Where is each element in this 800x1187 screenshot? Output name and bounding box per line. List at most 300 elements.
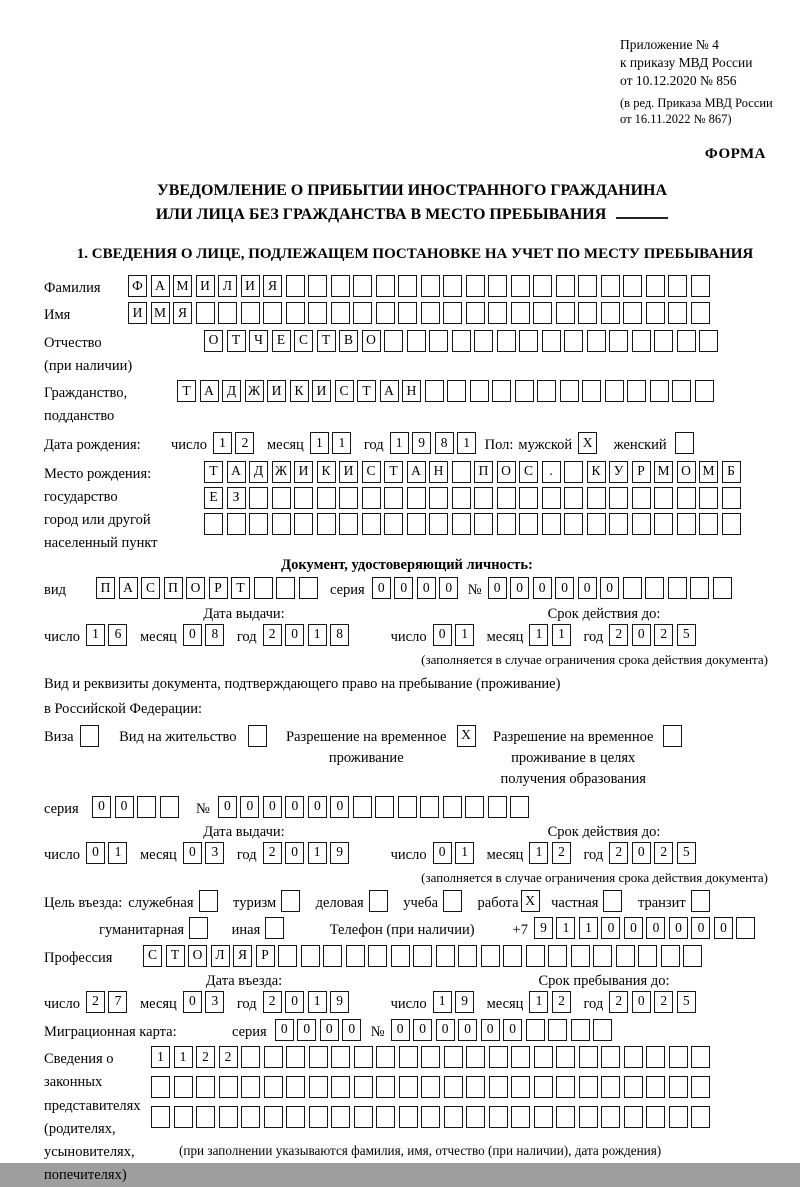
char-cell[interactable]: 2 (609, 842, 628, 864)
char-cell[interactable] (624, 1046, 643, 1068)
char-cell[interactable] (286, 302, 305, 324)
char-cell[interactable] (699, 330, 718, 352)
char-cell[interactable]: 1 (579, 917, 598, 939)
char-cell[interactable]: С (141, 577, 160, 599)
char-cell[interactable] (429, 330, 448, 352)
char-cell[interactable]: Т (166, 945, 185, 967)
char-cell[interactable]: Т (204, 461, 223, 483)
char-cell[interactable] (632, 330, 651, 352)
stay-day-cells[interactable] (433, 991, 478, 1013)
char-cell[interactable] (407, 330, 426, 352)
char-cell[interactable] (323, 945, 342, 967)
char-cell[interactable]: 8 (435, 432, 454, 454)
stay-month-cells[interactable] (529, 991, 574, 1013)
char-cell[interactable]: 1 (529, 842, 548, 864)
char-cell[interactable]: И (241, 275, 260, 297)
purpose-transit-checkbox[interactable] (691, 890, 714, 912)
char-cell[interactable]: М (173, 275, 192, 297)
char-cell[interactable] (447, 380, 466, 402)
char-cell[interactable] (645, 577, 664, 599)
char-cell[interactable] (646, 1076, 665, 1098)
char-cell[interactable] (368, 945, 387, 967)
char-cell[interactable]: 0 (632, 991, 651, 1013)
purpose-commercial-checkbox[interactable] (369, 890, 392, 912)
char-cell[interactable] (254, 577, 273, 599)
char-cell[interactable]: 1 (529, 624, 548, 646)
char-cell[interactable] (488, 796, 507, 818)
entry-month-cells[interactable] (183, 991, 228, 1013)
char-cell[interactable] (474, 487, 493, 509)
char-cell[interactable] (189, 917, 208, 939)
char-cell[interactable]: 1 (529, 991, 548, 1013)
char-cell[interactable] (601, 1076, 620, 1098)
char-cell[interactable] (384, 513, 403, 535)
char-cell[interactable] (510, 796, 529, 818)
char-cell[interactable] (691, 1106, 710, 1128)
char-cell[interactable]: 1 (174, 1046, 193, 1068)
char-cell[interactable] (466, 1106, 485, 1128)
char-cell[interactable] (317, 513, 336, 535)
char-cell[interactable] (601, 1046, 620, 1068)
char-cell[interactable] (286, 1106, 305, 1128)
char-cell[interactable]: С (335, 380, 354, 402)
char-cell[interactable]: С (362, 461, 381, 483)
char-cell[interactable] (452, 513, 471, 535)
char-cell[interactable] (299, 577, 318, 599)
char-cell[interactable] (174, 1076, 193, 1098)
char-cell[interactable]: 1 (552, 624, 571, 646)
char-cell[interactable]: И (196, 275, 215, 297)
char-cell[interactable]: М (654, 461, 673, 483)
char-cell[interactable]: 0 (632, 842, 651, 864)
char-cell[interactable]: Т (177, 380, 196, 402)
char-cell[interactable]: 0 (510, 577, 529, 599)
char-cell[interactable] (249, 487, 268, 509)
char-cell[interactable]: Б (722, 461, 741, 483)
char-cell[interactable] (571, 1019, 590, 1041)
char-cell[interactable] (443, 275, 462, 297)
char-cell[interactable]: 0 (578, 577, 597, 599)
char-cell[interactable] (436, 945, 455, 967)
char-cell[interactable]: 2 (552, 842, 571, 864)
char-cell[interactable] (376, 275, 395, 297)
char-cell[interactable]: 9 (455, 991, 474, 1013)
char-cell[interactable] (263, 302, 282, 324)
char-cell[interactable] (534, 1106, 553, 1128)
char-cell[interactable] (444, 1046, 463, 1068)
char-cell[interactable] (376, 1046, 395, 1068)
birth-place-cells-row3[interactable] (204, 513, 744, 535)
char-cell[interactable] (470, 380, 489, 402)
char-cell[interactable] (466, 275, 485, 297)
res-expiry-day-cells[interactable] (433, 842, 478, 864)
char-cell[interactable] (264, 1106, 283, 1128)
char-cell[interactable] (556, 275, 575, 297)
char-cell[interactable]: Е (204, 487, 223, 509)
char-cell[interactable]: С (519, 461, 538, 483)
char-cell[interactable]: 3 (205, 991, 224, 1013)
char-cell[interactable] (248, 725, 267, 747)
char-cell[interactable] (624, 1106, 643, 1128)
birth-day-cells[interactable] (213, 432, 258, 454)
char-cell[interactable]: А (380, 380, 399, 402)
char-cell[interactable] (542, 513, 561, 535)
purpose-business-checkbox[interactable] (199, 890, 222, 912)
char-cell[interactable] (331, 275, 350, 297)
char-cell[interactable]: 2 (552, 991, 571, 1013)
representatives-cells-row2[interactable] (151, 1076, 714, 1098)
char-cell[interactable]: 1 (455, 624, 474, 646)
char-cell[interactable]: М (151, 302, 170, 324)
char-cell[interactable]: 0 (263, 796, 282, 818)
char-cell[interactable] (654, 487, 673, 509)
res-issue-day-cells[interactable] (86, 842, 131, 864)
char-cell[interactable] (593, 1019, 612, 1041)
char-cell[interactable] (151, 1106, 170, 1128)
char-cell[interactable]: М (699, 461, 718, 483)
char-cell[interactable] (474, 513, 493, 535)
char-cell[interactable]: 0 (183, 991, 202, 1013)
char-cell[interactable] (646, 275, 665, 297)
char-cell[interactable]: Л (211, 945, 230, 967)
char-cell[interactable]: 0 (555, 577, 574, 599)
char-cell[interactable]: Д (222, 380, 241, 402)
char-cell[interactable]: 1 (390, 432, 409, 454)
char-cell[interactable] (331, 1046, 350, 1068)
char-cell[interactable] (497, 513, 516, 535)
char-cell[interactable]: О (186, 577, 205, 599)
visa-checkbox[interactable] (80, 725, 103, 747)
char-cell[interactable] (331, 1076, 350, 1098)
res-issue-year-cells[interactable] (263, 842, 353, 864)
char-cell[interactable] (556, 302, 575, 324)
char-cell[interactable]: 1 (457, 432, 476, 454)
char-cell[interactable] (534, 1076, 553, 1098)
char-cell[interactable]: И (339, 461, 358, 483)
char-cell[interactable] (646, 302, 665, 324)
issue-day-cells[interactable] (86, 624, 131, 646)
entry-year-cells[interactable] (263, 991, 353, 1013)
char-cell[interactable]: 2 (263, 842, 282, 864)
char-cell[interactable]: 5 (677, 624, 696, 646)
given-name-cells[interactable] (128, 302, 713, 324)
char-cell[interactable] (489, 1106, 508, 1128)
char-cell[interactable]: И (312, 380, 331, 402)
char-cell[interactable]: Р (632, 461, 651, 483)
char-cell[interactable] (265, 917, 284, 939)
expiry-year-cells[interactable] (609, 624, 699, 646)
char-cell[interactable]: 1 (556, 917, 575, 939)
char-cell[interactable] (391, 945, 410, 967)
char-cell[interactable] (587, 513, 606, 535)
char-cell[interactable] (511, 275, 530, 297)
char-cell[interactable] (526, 1019, 545, 1041)
char-cell[interactable]: П (96, 577, 115, 599)
char-cell[interactable]: Н (429, 461, 448, 483)
char-cell[interactable] (548, 1019, 567, 1041)
char-cell[interactable] (376, 302, 395, 324)
char-cell[interactable] (533, 275, 552, 297)
char-cell[interactable] (624, 1076, 643, 1098)
char-cell[interactable]: 1 (213, 432, 232, 454)
expiry-day-cells[interactable] (433, 624, 478, 646)
char-cell[interactable] (362, 513, 381, 535)
char-cell[interactable]: 0 (624, 917, 643, 939)
res-expiry-month-cells[interactable] (529, 842, 574, 864)
char-cell[interactable]: 2 (654, 624, 673, 646)
temp-residence-edu-checkbox[interactable] (663, 725, 686, 747)
char-cell[interactable] (294, 487, 313, 509)
char-cell[interactable]: 9 (330, 842, 349, 864)
char-cell[interactable]: 2 (654, 991, 673, 1013)
char-cell[interactable] (533, 302, 552, 324)
res-expiry-year-cells[interactable] (609, 842, 699, 864)
char-cell[interactable]: В (339, 330, 358, 352)
char-cell[interactable] (443, 890, 462, 912)
char-cell[interactable] (339, 513, 358, 535)
char-cell[interactable]: И (294, 461, 313, 483)
issue-month-cells[interactable] (183, 624, 228, 646)
char-cell[interactable]: 2 (654, 842, 673, 864)
char-cell[interactable]: 0 (601, 917, 620, 939)
char-cell[interactable]: 1 (433, 991, 452, 1013)
char-cell[interactable]: 0 (320, 1019, 339, 1041)
char-cell[interactable] (286, 275, 305, 297)
char-cell[interactable] (677, 513, 696, 535)
char-cell[interactable] (511, 1106, 530, 1128)
char-cell[interactable]: 0 (632, 624, 651, 646)
phone-cells[interactable] (534, 917, 759, 939)
char-cell[interactable] (650, 380, 669, 402)
char-cell[interactable] (578, 275, 597, 297)
char-cell[interactable] (579, 1076, 598, 1098)
char-cell[interactable]: Т (384, 461, 403, 483)
char-cell[interactable] (542, 487, 561, 509)
char-cell[interactable]: К (317, 461, 336, 483)
char-cell[interactable] (695, 380, 714, 402)
char-cell[interactable] (241, 302, 260, 324)
surname-cells[interactable] (128, 275, 713, 297)
char-cell[interactable]: 1 (86, 624, 105, 646)
purpose-work-checkbox[interactable] (521, 890, 544, 912)
char-cell[interactable]: X (521, 890, 540, 912)
birth-month-cells[interactable] (310, 432, 355, 454)
char-cell[interactable]: 0 (503, 1019, 522, 1041)
char-cell[interactable]: 1 (310, 432, 329, 454)
char-cell[interactable] (488, 275, 507, 297)
char-cell[interactable]: С (294, 330, 313, 352)
char-cell[interactable]: А (200, 380, 219, 402)
char-cell[interactable] (398, 275, 417, 297)
char-cell[interactable]: Ж (245, 380, 264, 402)
char-cell[interactable]: А (151, 275, 170, 297)
char-cell[interactable] (481, 945, 500, 967)
char-cell[interactable] (399, 1106, 418, 1128)
char-cell[interactable] (587, 487, 606, 509)
char-cell[interactable] (264, 1076, 283, 1098)
char-cell[interactable] (376, 1076, 395, 1098)
char-cell[interactable]: 1 (108, 842, 127, 864)
purpose-tourism-checkbox[interactable] (281, 890, 304, 912)
char-cell[interactable] (534, 1046, 553, 1068)
char-cell[interactable]: Я (233, 945, 252, 967)
char-cell[interactable]: 0 (646, 917, 665, 939)
char-cell[interactable] (339, 487, 358, 509)
char-cell[interactable] (601, 1106, 620, 1128)
char-cell[interactable]: К (290, 380, 309, 402)
char-cell[interactable] (677, 487, 696, 509)
char-cell[interactable] (346, 945, 365, 967)
doc-type-cells[interactable] (96, 577, 321, 599)
char-cell[interactable] (690, 577, 709, 599)
char-cell[interactable]: 0 (240, 796, 259, 818)
char-cell[interactable]: 0 (458, 1019, 477, 1041)
char-cell[interactable] (603, 890, 622, 912)
char-cell[interactable]: 7 (108, 991, 127, 1013)
char-cell[interactable] (429, 487, 448, 509)
char-cell[interactable]: 0 (342, 1019, 361, 1041)
char-cell[interactable] (511, 302, 530, 324)
char-cell[interactable]: 1 (308, 991, 327, 1013)
char-cell[interactable]: П (474, 461, 493, 483)
char-cell[interactable] (515, 380, 534, 402)
char-cell[interactable]: X (578, 432, 597, 454)
char-cell[interactable] (137, 796, 156, 818)
char-cell[interactable]: 0 (394, 577, 413, 599)
char-cell[interactable] (605, 380, 624, 402)
char-cell[interactable]: 0 (669, 917, 688, 939)
char-cell[interactable] (160, 796, 179, 818)
purpose-private-checkbox[interactable] (603, 890, 626, 912)
char-cell[interactable] (632, 513, 651, 535)
char-cell[interactable]: 0 (436, 1019, 455, 1041)
char-cell[interactable]: П (164, 577, 183, 599)
representatives-cells-row3[interactable] (151, 1106, 714, 1128)
char-cell[interactable] (488, 302, 507, 324)
char-cell[interactable] (564, 330, 583, 352)
char-cell[interactable] (196, 1106, 215, 1128)
char-cell[interactable] (444, 1076, 463, 1098)
char-cell[interactable] (425, 380, 444, 402)
char-cell[interactable] (556, 1106, 575, 1128)
char-cell[interactable] (722, 513, 741, 535)
char-cell[interactable] (429, 513, 448, 535)
char-cell[interactable]: 0 (488, 577, 507, 599)
char-cell[interactable] (571, 945, 590, 967)
char-cell[interactable]: 0 (285, 991, 304, 1013)
char-cell[interactable] (443, 302, 462, 324)
char-cell[interactable]: Т (317, 330, 336, 352)
char-cell[interactable] (353, 275, 372, 297)
char-cell[interactable]: 1 (308, 842, 327, 864)
char-cell[interactable] (399, 1076, 418, 1098)
char-cell[interactable]: . (542, 461, 561, 483)
char-cell[interactable] (354, 1046, 373, 1068)
char-cell[interactable] (309, 1046, 328, 1068)
char-cell[interactable]: 0 (433, 842, 452, 864)
char-cell[interactable]: Л (218, 275, 237, 297)
char-cell[interactable] (526, 945, 545, 967)
char-cell[interactable]: Ф (128, 275, 147, 297)
char-cell[interactable] (466, 1076, 485, 1098)
char-cell[interactable] (452, 330, 471, 352)
expiry-month-cells[interactable] (529, 624, 574, 646)
char-cell[interactable]: 2 (263, 624, 282, 646)
res-number-cells[interactable] (218, 796, 533, 818)
char-cell[interactable] (421, 1076, 440, 1098)
char-cell[interactable]: И (267, 380, 286, 402)
char-cell[interactable] (609, 513, 628, 535)
char-cell[interactable]: 0 (297, 1019, 316, 1041)
char-cell[interactable] (489, 1046, 508, 1068)
char-cell[interactable] (151, 1076, 170, 1098)
char-cell[interactable] (331, 302, 350, 324)
char-cell[interactable] (421, 275, 440, 297)
char-cell[interactable] (444, 1106, 463, 1128)
char-cell[interactable] (308, 302, 327, 324)
char-cell[interactable] (661, 945, 680, 967)
char-cell[interactable] (249, 513, 268, 535)
char-cell[interactable] (668, 577, 687, 599)
char-cell[interactable] (537, 380, 556, 402)
char-cell[interactable] (542, 330, 561, 352)
char-cell[interactable] (519, 513, 538, 535)
char-cell[interactable] (736, 917, 755, 939)
char-cell[interactable]: А (227, 461, 246, 483)
char-cell[interactable] (174, 1106, 193, 1128)
char-cell[interactable] (458, 945, 477, 967)
char-cell[interactable]: Р (256, 945, 275, 967)
char-cell[interactable]: 0 (183, 842, 202, 864)
char-cell[interactable] (286, 1046, 305, 1068)
char-cell[interactable] (452, 487, 471, 509)
char-cell[interactable]: 0 (433, 624, 452, 646)
char-cell[interactable] (669, 1076, 688, 1098)
char-cell[interactable] (519, 487, 538, 509)
char-cell[interactable] (556, 1046, 575, 1068)
char-cell[interactable]: Д (249, 461, 268, 483)
char-cell[interactable] (556, 1076, 575, 1098)
char-cell[interactable]: 2 (86, 991, 105, 1013)
char-cell[interactable] (353, 796, 372, 818)
char-cell[interactable] (564, 513, 583, 535)
res-issue-month-cells[interactable] (183, 842, 228, 864)
char-cell[interactable]: 5 (677, 842, 696, 864)
char-cell[interactable] (601, 302, 620, 324)
mig-number-cells[interactable] (391, 1019, 616, 1041)
char-cell[interactable] (623, 275, 642, 297)
char-cell[interactable] (309, 1076, 328, 1098)
char-cell[interactable]: 0 (285, 624, 304, 646)
char-cell[interactable] (548, 945, 567, 967)
birth-place-cells-row1[interactable] (204, 461, 744, 483)
char-cell[interactable] (384, 330, 403, 352)
char-cell[interactable] (627, 380, 646, 402)
char-cell[interactable] (353, 302, 372, 324)
char-cell[interactable] (398, 302, 417, 324)
char-cell[interactable] (413, 945, 432, 967)
char-cell[interactable]: 2 (196, 1046, 215, 1068)
char-cell[interactable] (278, 945, 297, 967)
profession-cells[interactable] (143, 945, 706, 967)
char-cell[interactable]: 0 (600, 577, 619, 599)
char-cell[interactable] (241, 1046, 260, 1068)
char-cell[interactable] (218, 302, 237, 324)
char-cell[interactable] (398, 796, 417, 818)
char-cell[interactable]: 2 (609, 991, 628, 1013)
char-cell[interactable] (399, 1046, 418, 1068)
char-cell[interactable]: А (407, 461, 426, 483)
